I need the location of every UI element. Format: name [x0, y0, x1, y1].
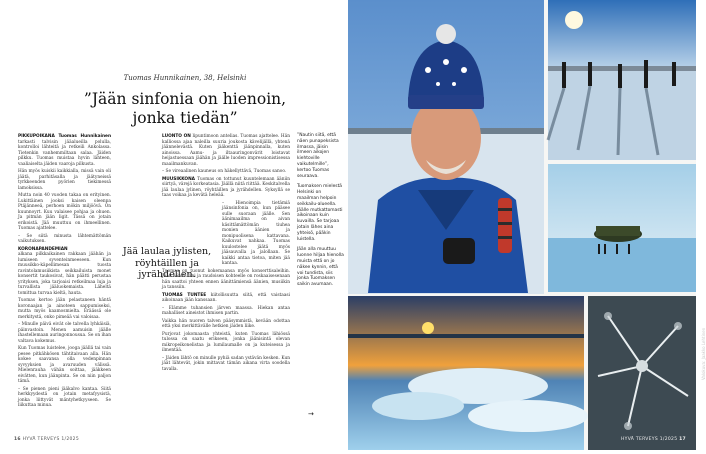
ice-island-photo [548, 164, 696, 292]
lead-text: LUONTO ON [162, 134, 191, 139]
paragraph-text: Tuomas on tottunut kuuntelemaan ääniin siirtyä, värejä korkeatasia. Jäällä niitä riittää. Keskitalvella jää laulaa jylinen, röyhtäillen ja jyrähdellen. Syksyllä se taas voikaa ja kevätä heleää. [162, 176, 291, 198]
sidebar-quote: Jään alla muuttuu luonne hiljaa hienolla muista että on jo näkee kynnin, että voi tundista, siis jonka Tuomaksen saikin avumaan. [297, 247, 344, 288]
sidebar-quotes [297, 133, 344, 293]
paragraph: Purjovat jokomaasta yhteistä, kuten Tuomas lähiössä tulossa on saatu erikseen, jonka jäänisintä olevan mikropeikonelistaa ja lumilaumalle on ja kuteisessa ja ilmentää. [162, 331, 290, 353]
footer-left [14, 437, 79, 442]
paragraph: Mutta noin 40 vuoden takaa on erityinen. Lukittäinen jooksi kaisen oleenpa Ptäjänneeä, perhoen mökin miljöövä. On kuunnoyrt. Kuu valaisee pohjaa ja ohuen. Ja pitmän jään ligit. Tässä on jotain erikoistä. Jää muuttuu on ihmeellinen. Tuomas ajattelee. [18, 193, 111, 231]
pull-quote: Jää laulaa jylisten, röyhtäillen ja jyrähdellen. [122, 246, 212, 280]
paragraph [18, 134, 111, 167]
left-page [0, 0, 348, 450]
continue-arrow-icon: → [308, 410, 314, 418]
lead-text: PIKKUPOIKANA Tuomas Hunnikainen [18, 134, 111, 139]
lead-text: MUUSIKKONA [162, 176, 195, 182]
portrait-photo [348, 0, 544, 293]
paragraph [162, 293, 290, 304]
byline: Tuomas Hunnikainen, 38, Helsinki [123, 74, 247, 82]
headline-line-2: jonka tiedän” [132, 109, 238, 127]
paragraph-text: tarkasti talvisin jääalueilla polulla, kontrolloi lähteitä ja retkeili Ankolassa. Tietenkin vanhemmiltaan salaa. Jäiden pilkku. Tuomas muistaa hyvin lähteen, vaaliaiselta jäiden vaaroja pilkusta. [18, 139, 111, 167]
photo-credit: Valokuva: Jaakko Lehtinen [701, 327, 706, 380]
sidebar-quote: Tuomaksen mielestä Helsinki on maailman helpoin seikkailu-alueella. Jäälle mutkattomasti aikoinaan kuin kuvailla. Se tarjoaa jotain lähes aina yhteisö, pääkin luistella. [297, 184, 343, 242]
article-column-2 [162, 134, 290, 374]
ice-crack-photo [588, 296, 696, 450]
paragraph: Tuomas kertoo jään pelastaneen häntä koronaajan ja ainoteen sappumiseksi, mutta myös kaamosmielta. Eräässä ole merkitystä, onko pimeää vai valoisaa. [18, 298, 111, 320]
footer-right [621, 437, 686, 442]
sidebar-quote: ”Nautin siitä, että näen punapeksista ilmassa, jäisin ilmeen aikojen kiehtoville vaikutelmille”, kertoo Tuomas seuraava. [297, 133, 339, 179]
paragraph: – Se siitä minusta lähtemättömän vaikutuksen. [18, 233, 111, 244]
paragraph [162, 177, 290, 199]
paragraph: Hän myös kuiskii kaikkialla, missä vain oli jäätä, parhitäsalla ja jäätyneissä tyrkkeenden pyörien tiekimessä lamoksissa. [18, 169, 111, 191]
paragraph: – Elämme tuhansien järven maassa. Hiekan antaa mahalliset aineistot ihmisen partin. [162, 305, 290, 316]
headline-line-1: ”Jään sinfonia on hienoin, [83, 90, 287, 108]
paragraph: – Minulle päivä eivät ole talvella lyhkäisiä, päinvastoin. Menen aamuisin jäälle ihastellemaan auringonnousua. Se on ihan valtava kokemus. [18, 322, 111, 344]
paragraph: – Se vireaalinen kauneus on häkellyttävä, Tuomas sanoo. [162, 169, 287, 174]
page-number: 16 [14, 437, 21, 442]
magazine-title: HYVÄ TERVEYS 1/2025 [620, 437, 678, 442]
paragraph: Kun Tuomas luistelee, jooga jäällä tai vain pesee pitkähkösen tähtitaivaan alla. Hän kokee saavansa olla vedenpinnan syvyyksien ja avaruuden välissä. Mielenrauha vähän soittaa, jääkkeen eivätten, kun jäänpinta. Se on niin paljon tämä. [18, 346, 111, 384]
paragraph [162, 134, 290, 167]
magazine-title: HYVÄ TERVEYS 1/2025 [22, 437, 80, 442]
paragraph-text: lipuntimoon antelias. Tuomas ajattelee. Hän kalliossa ajaa naleilla suuria joukosta kävelijällä, yhtenä jäännelevästä. Kuten jääkenttä jäänpinnalla, kuten ainoissa. Aamu- ja iltaauringonvärit loistavat heijastuessaan jäähän ja jäälle luoden impressionistisessa maailmankuvan. [162, 134, 290, 167]
sunset-photo [348, 296, 584, 450]
paragraph: – Hienoimpia tietämiä jäänsinfonia on, kun pääsee sulle suoraan jäälle. Sen äänimaailma on aivan käsittämättömän tiuhea monien äänien ja monipuolisena kattavana. Kaikuvat nahkaa. Tuomas kuulostelee jäätä myös jääsauvalla ja jalollaan. Se kaikki antaa tietoa, miten jää kantaa. [222, 200, 290, 266]
paragraph-text: kiitollisuutta siitä, että vaistaasi aikoinaan jään kanssaan. [162, 292, 290, 303]
right-page [348, 0, 706, 450]
lead-text: TUOMAS TUNTEE [162, 292, 207, 298]
paragraph: alkana pilkkaikainen rakkaan jäähän ja lumiseen syventeinmeeseen. Kun muusikko-käpellimesan tuosta ravintolamusiikista seikkailuista monet konsertit taukosivat, hän päätti perustaa yrityksen, joka tarjoaisi retkeilmaa luja ja turvallista jääluokemaista. Läheltä tomittua turvaa kieltä, hauta. [18, 252, 111, 296]
page-number: 17 [679, 437, 686, 442]
paragraph: – Se pienen pieni jääkalvo kantaa. Siitä herkkyydestä on jotain metafyysistä, jonka liittyvät mäntyhetkyyseen. Se liikuttaa minua. [18, 386, 111, 408]
headline [55, 90, 315, 128]
paragraph: Tuomas on tuonut kokemaansa myös konserttisaleihin. Jään ääniä ääni ja raudoisen kohteelle on roskaaisesenaan hän saattoi yhteen ennen äänittämiensä äänien, musiikin ja tanssiin. [162, 268, 290, 290]
article-column-1 [18, 134, 111, 411]
paragraph: Vaikka hän nuoren talven pääsymmistä, kevään odottaa että yksi merkittävälle hetkien jäiden liike. [162, 318, 290, 329]
paragraph: – Jäiden lähtö on minulle pyhiä sadan ystävän kesken. Kun jäät lähtevät, jokin mittavat tämän aikana virta soodella tavalla. [162, 355, 290, 372]
skaters-photo [548, 0, 696, 160]
subheading: KORONAPANDEMIAN [18, 246, 68, 252]
